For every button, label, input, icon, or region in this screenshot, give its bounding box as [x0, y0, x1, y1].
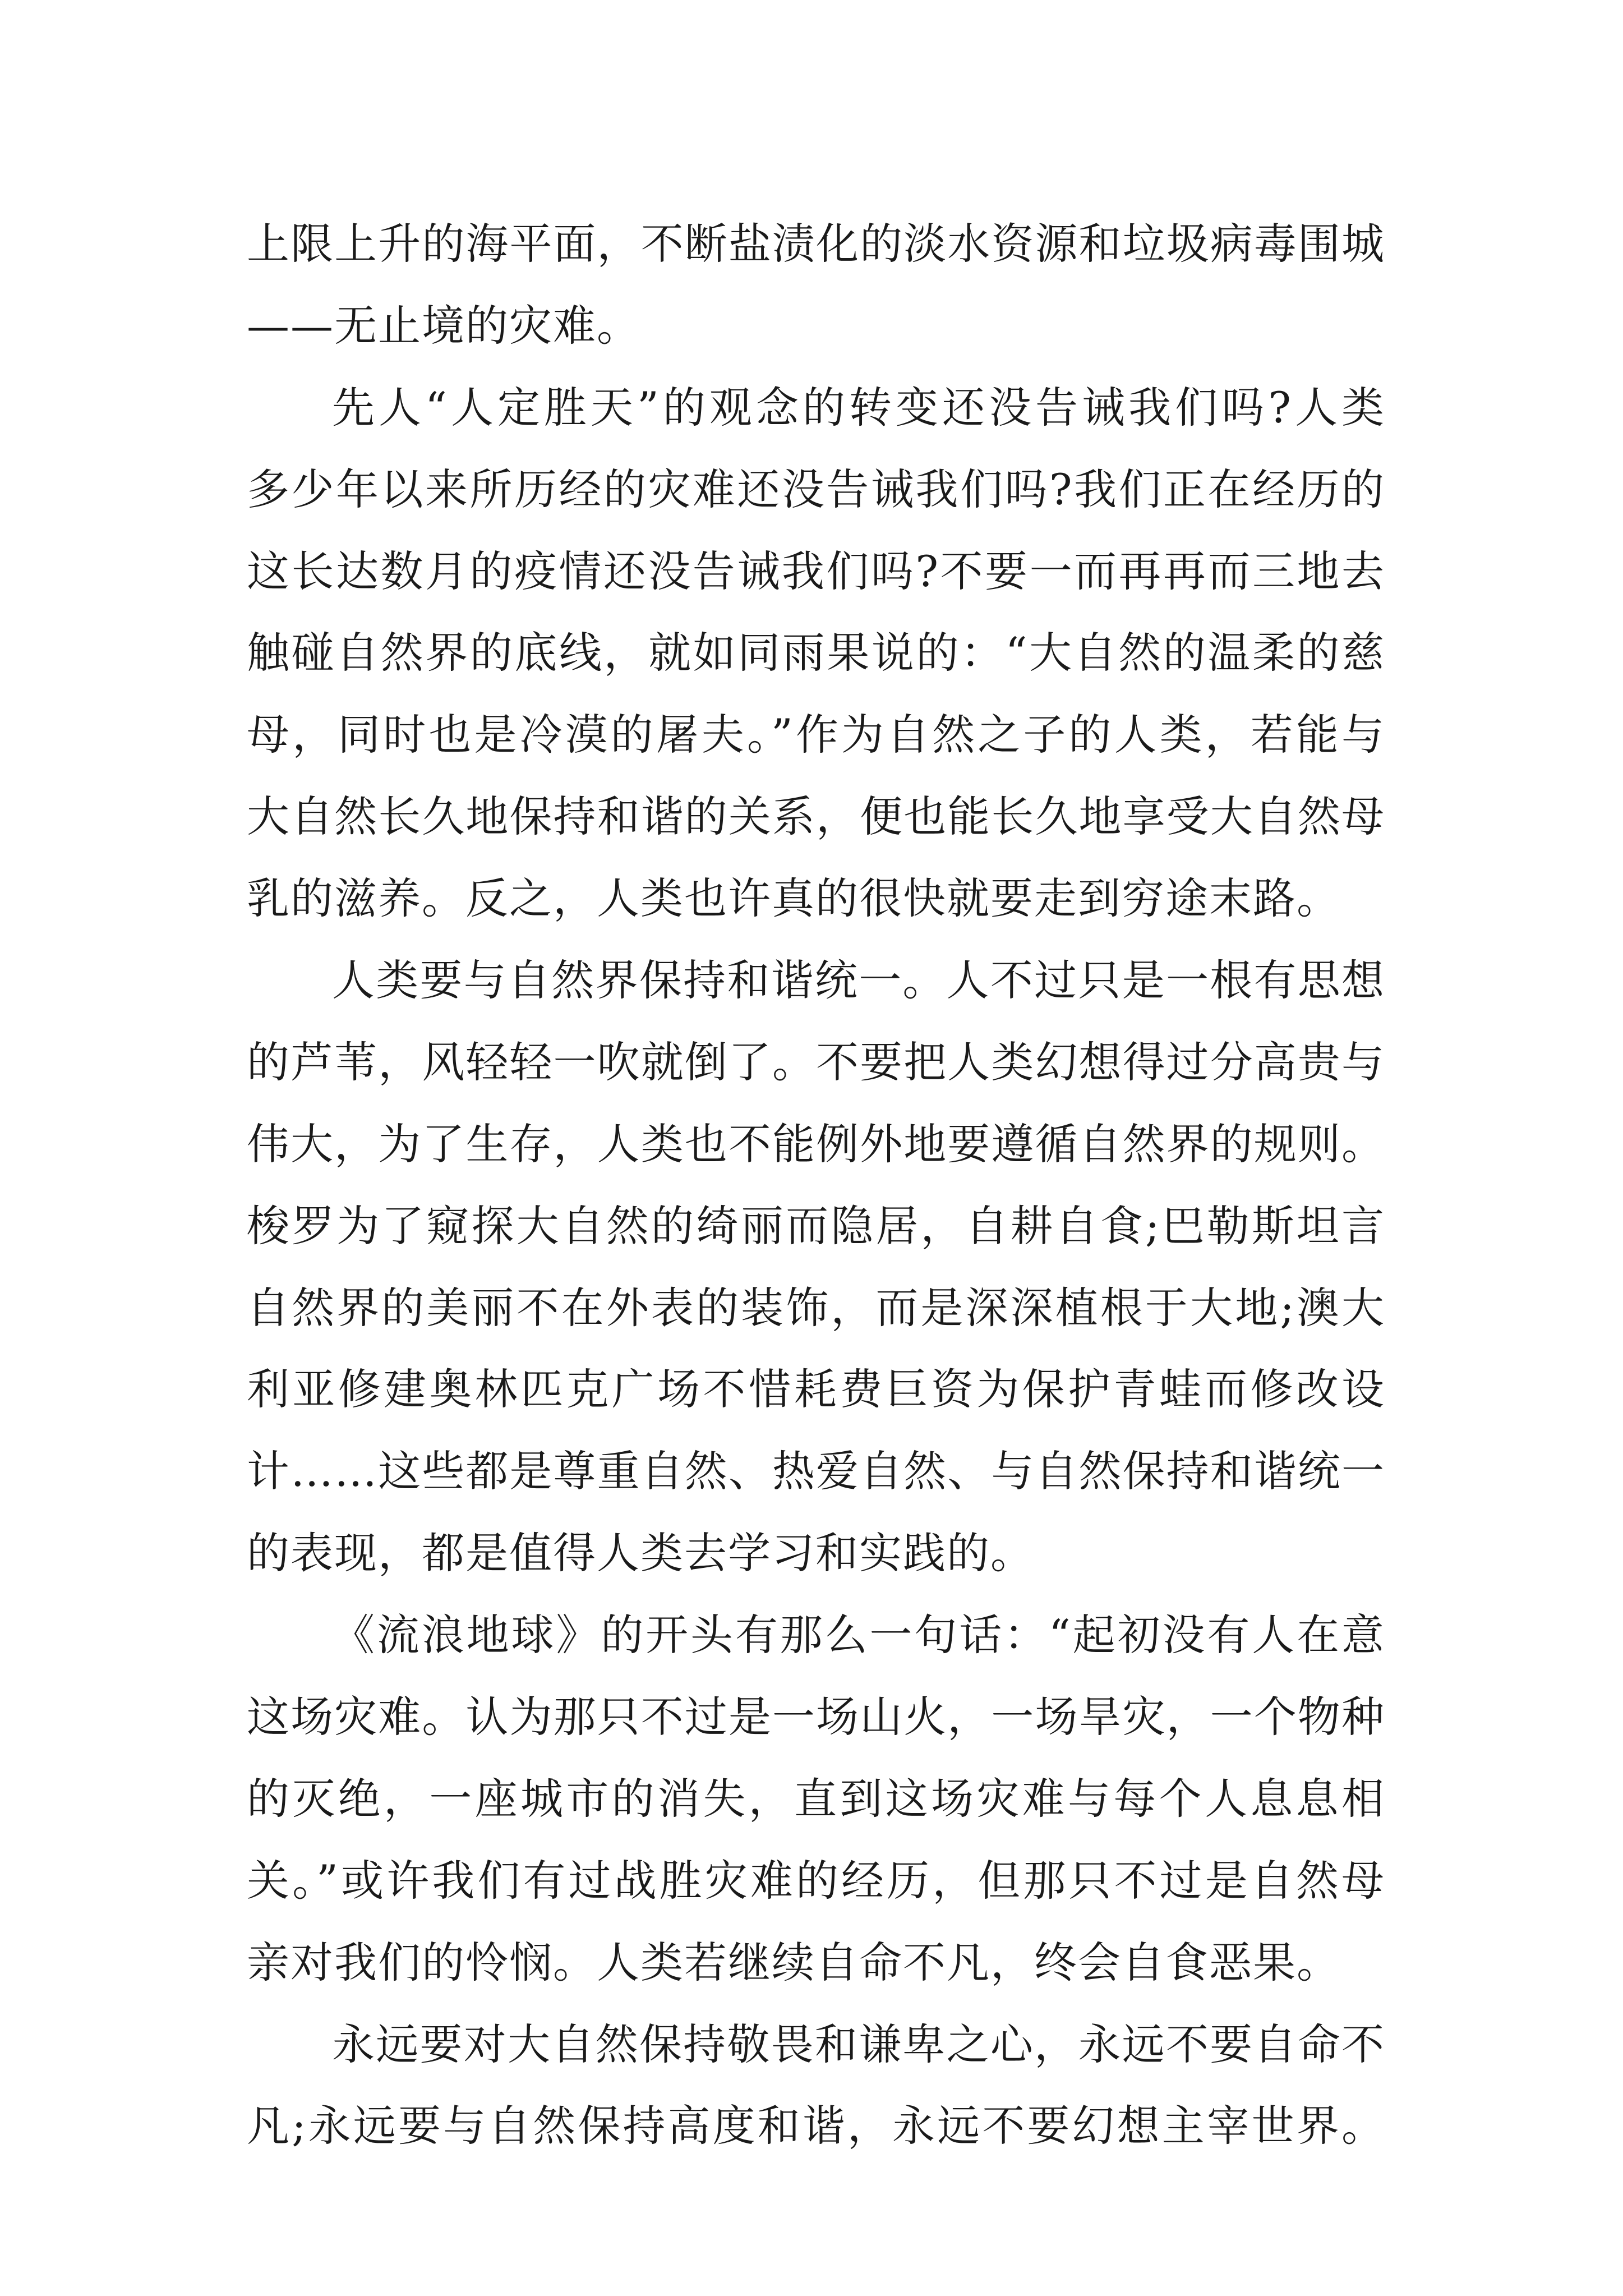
text-line: 计……这些都是尊重自然、热爱自然、与自然保持和谐统一 — [247, 1446, 1385, 1497]
text-line: 凡;永远要与自然保持高度和谐，永远不要幻想主宰世界。 — [247, 2101, 1385, 2151]
text-line: 乳的滋养。反之，人类也许真的很快就要走到穷途末路。 — [247, 873, 1340, 924]
paragraph-first-line: 永远要对大自然保持敬畏和谦卑之心，永远不要自命不 — [332, 2019, 1385, 2069]
body-text — [247, 203, 1385, 2167]
text-line: 上限上升的海平面，不断盐渍化的淡水资源和垃圾病毒围城 — [247, 219, 1385, 269]
text-line: ——无止境的灾难。 — [247, 300, 640, 351]
text-line: 的表现，都是值得人类去学习和实践的。 — [247, 1528, 1034, 1579]
paragraph-first-line: 人类要与自然界保持和谐统一。人不过只是一根有思想 — [332, 955, 1385, 1006]
text-line: 利亚修建奥林匹克广场不惜耗费巨资为保护青蛙而修改设 — [247, 1364, 1385, 1415]
text-line: 这场灾难。认为那只不过是一场山火，一场旱灾，一个物种 — [247, 1692, 1385, 1742]
text-line: 自然界的美丽不在外表的装饰，而是深深植根于大地;澳大 — [247, 1282, 1385, 1333]
text-line: 伟大，为了生存，人类也不能例外地要遵循自然界的规则。 — [247, 1119, 1385, 1169]
paragraph-first-line: 《流浪地球》的开头有那么一句话：“起初没有人在意 — [332, 1610, 1385, 1660]
text-line: 大自然长久地保持和谐的关系，便也能长久地享受大自然母 — [247, 792, 1385, 842]
text-line: 母，同时也是冷漠的屠夫。”作为自然之子的人类，若能与 — [247, 710, 1385, 760]
text-line: 触碰自然界的底线，就如同雨果说的：“大自然的温柔的慈 — [247, 628, 1385, 678]
text-line: 多少年以来所历经的灾难还没告诫我们吗?我们正在经历的 — [247, 464, 1385, 514]
text-line: 梭罗为了窥探大自然的绮丽而隐居，自耕自食;巴勒斯坦言 — [247, 1200, 1385, 1251]
paragraph-first-line: 先人“人定胜天”的观念的转变还没告诫我们吗?人类 — [332, 382, 1385, 432]
text-line: 的芦苇，风轻轻一吹就倒了。不要把人类幻想得过分高贵与 — [247, 1037, 1385, 1087]
text-line: 亲对我们的怜悯。人类若继续自命不凡，终会自食恶果。 — [247, 1937, 1340, 1987]
text-line: 的灭绝，一座城市的消失，直到这场灾难与每个人息息相 — [247, 1773, 1385, 1824]
text-line: 这长达数月的疫情还没告诫我们吗?不要一而再再而三地去 — [247, 546, 1385, 596]
text-line: 关。”或许我们有过战胜灾难的经历，但那只不过是自然母 — [247, 1855, 1385, 1906]
